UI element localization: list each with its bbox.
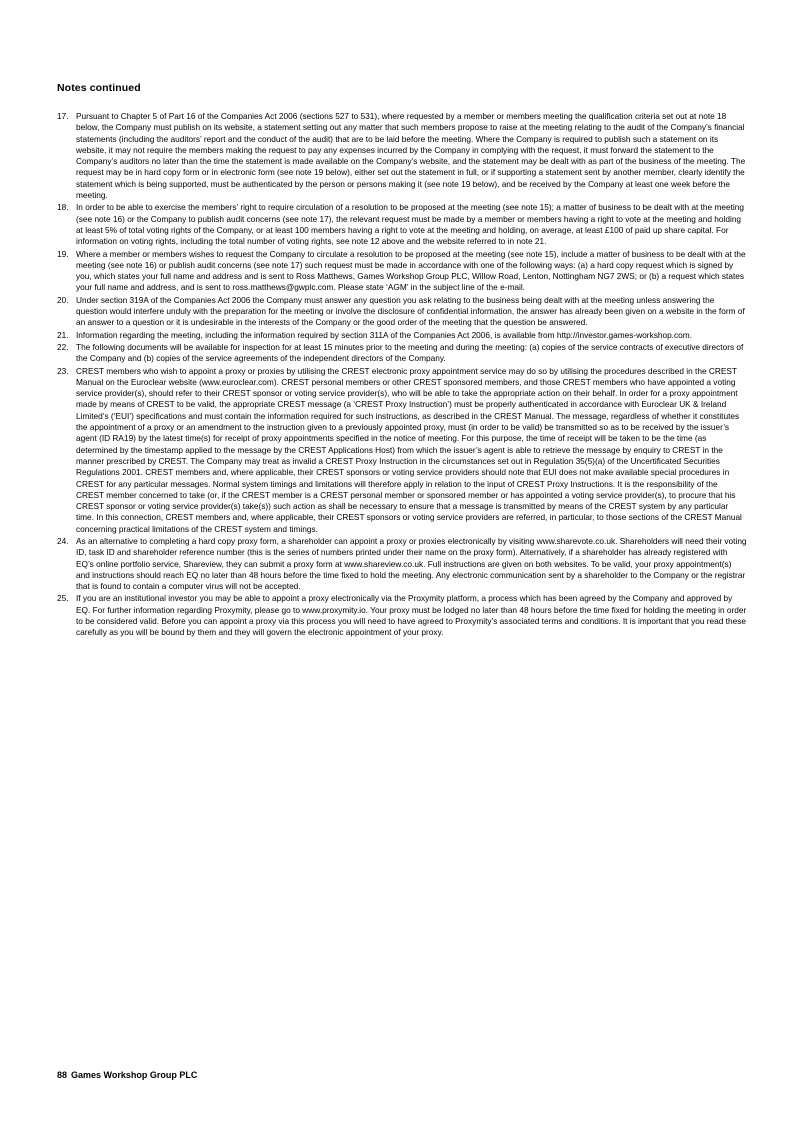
footer-page-number: 88 [57, 1070, 68, 1080]
footer-company: Games Workshop Group PLC [71, 1070, 198, 1080]
list-item [57, 342, 747, 365]
list-item [57, 295, 747, 329]
note-number: 23. [57, 365, 69, 376]
note-text: Information regarding the meeting, including the information required by section 311A of the Companies Act 2006, is available from http://investor.games-workshop.com. [76, 329, 692, 340]
note-number: 21. [57, 329, 69, 340]
note-text: The following documents will be available for inspection for at least 15 minutes prior to the meeting and during the meeting: (a) copies of the service contracts of executive directors of the Company and (b) copies of the service agreements of the independent directors of the Company. [76, 341, 744, 364]
note-text: Where a member or members wishes to request the Company to circulate a resolution to be proposed at the meeting (see note 15), include a matter of business to be dealt with at the meeting (see note 16) or publish audit concerns (see note 17) such request must be made in accordance with one of the following ways: (a) a hard copy request which is signed by you, which states your full name and address and is sent to Ross Matthews, Games Workshop Group PLC, Willow Road, Lenton, Nottingham NG7 2WS; or (b) a request which states your full name and address, and is sent to ross.matthews@gwplc.com. Please state ‘AGM’ in the subject line of the e-mail. [76, 248, 746, 293]
note-number: 18. [57, 202, 69, 213]
list-item [57, 111, 747, 201]
list-item [57, 593, 747, 638]
list-item [57, 536, 747, 592]
list-item [57, 202, 747, 247]
list-item [57, 330, 747, 341]
page-footer [57, 1070, 197, 1080]
note-text: CREST members who wish to appoint a proxy or proxies by utilising the CREST electronic proxy appointment service may do so by utilising the procedures described in the CREST Manual on the Euroclear website (www.euroclear.com). CREST personal members or other CREST sponsored members, and those CREST members who have appointed a voting service provider(s), should refer to their CREST sponsor or voting service provider(s), who will be able to take the appropriate action on their behalf. In order for a proxy appointment made by means of CREST to be valid, the appropriate CREST message (a ‘CREST Proxy Instruction’) must be properly authenticated in accordance with Euroclear UK & Ireland Limited’s (‘EUI’) specifications and must contain the information required for such instructions, as described in the CREST Manual. The message, regardless of whether it constitutes the appointment of a proxy or an amendment to the instruction given to a previously appointed proxy, must (in order to be valid) be transmitted so as to be received by the issuer’s agent (ID RA19) by the latest time(s) for receipt of proxy appointments specified in the notice of meeting. For this purpose, the time of receipt will be taken to be the time (as determined by the timestamp applied to the message by the CREST Applications Host) from which the issuer’s agent is able to retrieve the message by enquiry to CREST in the manner prescribed by CREST. The Company may treat as invalid a CREST Proxy Instruction in the circumstances set out in Regulation 35(5)(a) of the Uncertificated Securities Regulations 2001. CREST members and, where applicable, their CREST sponsors or voting service providers should note that EUI does not make available special procedures in CREST for any particular messages. Normal system timings and limitations will therefore apply in relation to the input of CREST Proxy Instructions. It is the responsibility of the CREST member concerned to take (or, if the CREST member is a CREST personal member or sponsored member or has appointed a voting service provider(s), to procure that his CREST sponsor or voting service provider(s) take(s)) such action as shall be necessary to ensure that a message is transmitted by means of the CREST system by any particular time. In this connection, CREST members and, where applicable, their CREST sponsors or voting service providers are referred, in particular, to those sections of the CREST Manual concerning practical limitations of the CREST system and timings. [76, 365, 742, 534]
page-content [57, 82, 747, 640]
note-text: Pursuant to Chapter 5 of Part 16 of the Companies Act 2006 (sections 527 to 531), where requested by a member or members meeting the qualification criteria set out at note 18 below, the Company must publish on its website, a statement setting out any matter that such members propose to raise at the meeting relating to the audit of the Company’s financial statements (including the auditors’ report and the conduct of the audit) that are to be laid before the meeting. Where the Company is required to publish such a statement on its website, it may not require the members making the request to pay any expenses incurred by the Company in complying with the request, it must forward the statement to the Company’s auditors no later than the time the statement is made available on the Company’s website, and the statement may be dealt with as part of the business of the meeting. The request may be in hard copy form or in electronic form (see note 19 below), either set out the statement in full, or if supporting a statement sent by another member, clearly identify the statement which is being supported, must be authenticated by the person or persons making it (see note 19 below), and be received by the Company at least one week before the meeting. [76, 111, 746, 201]
note-number: 22. [57, 341, 69, 352]
notes-list [57, 111, 747, 639]
note-number: 20. [57, 294, 69, 305]
note-text: In order to be able to exercise the members’ right to require circulation of a resolution to be proposed at the meeting (see note 15); a matter of business to be dealt with at the meeting (see note 16) or the Company to publish audit concerns (see note 17), the relevant request must be made by a member or members having a right to vote at the meeting and holding at least 5% of total voting rights of the Company, or at least 100 members having a right to vote at the meeting and holding, on average, at least £100 of paid up share capital. For information on voting rights, including the total number of voting rights, see note 12 above and the website referred to in note 21. [76, 202, 744, 247]
note-text: If you are an institutional investor you may be able to appoint a proxy electronically via the Proxymity platform, a process which has been agreed by the Company and approved by EQ. For further information regarding Proxymity, please go to www.proxymity.io. Your proxy must be lodged no later than 48 hours before the time fixed for holding the meeting in order to be considered valid. Before you can appoint a proxy via this process you will need to have agreed to Proxymity’s associated terms and conditions. It is important that you read these carefully as you will be bound by them and they will govern the electronic appointment of your proxy. [76, 593, 747, 638]
note-number: 19. [57, 248, 69, 259]
list-item [57, 249, 747, 294]
note-text: Under section 319A of the Companies Act 2006 the Company must answer any question you ask relating to the business being dealt with at the meeting unless answering the question would interfere unduly with the preparation for the meeting or involve the disclosure of confidential information, the answer has already been given on a website in the form of an answer to a question or it is undesirable in the interests of the Company or the good order of the meeting that the question be answered. [76, 294, 745, 328]
note-number: 25. [57, 593, 69, 604]
note-number: 24. [57, 535, 69, 546]
note-text: As an alternative to completing a hard copy proxy form, a shareholder can appoint a proxy or proxies electronically by visiting www.sharevote.co.uk. Shareholders will need their voting ID, task ID and shareholder reference number (this is the series of numbers printed under their name on the proxy form). Alternatively, if a shareholder has already registered with EQ’s online portfolio service, Shareview, they can submit a proxy form at www.shareview.co.uk. Full instructions are given on both websites. To be valid, your proxy appointment(s) and instructions should reach EQ no later than 48 hours before the time fixed to hold the meeting. Any electronic communication sent by a shareholder to the Company or the registrar that is found to contain a computer virus will not be accepted. [76, 535, 747, 592]
note-number: 17. [57, 111, 69, 121]
page-title: Notes continued [57, 82, 141, 94]
list-item [57, 366, 747, 535]
